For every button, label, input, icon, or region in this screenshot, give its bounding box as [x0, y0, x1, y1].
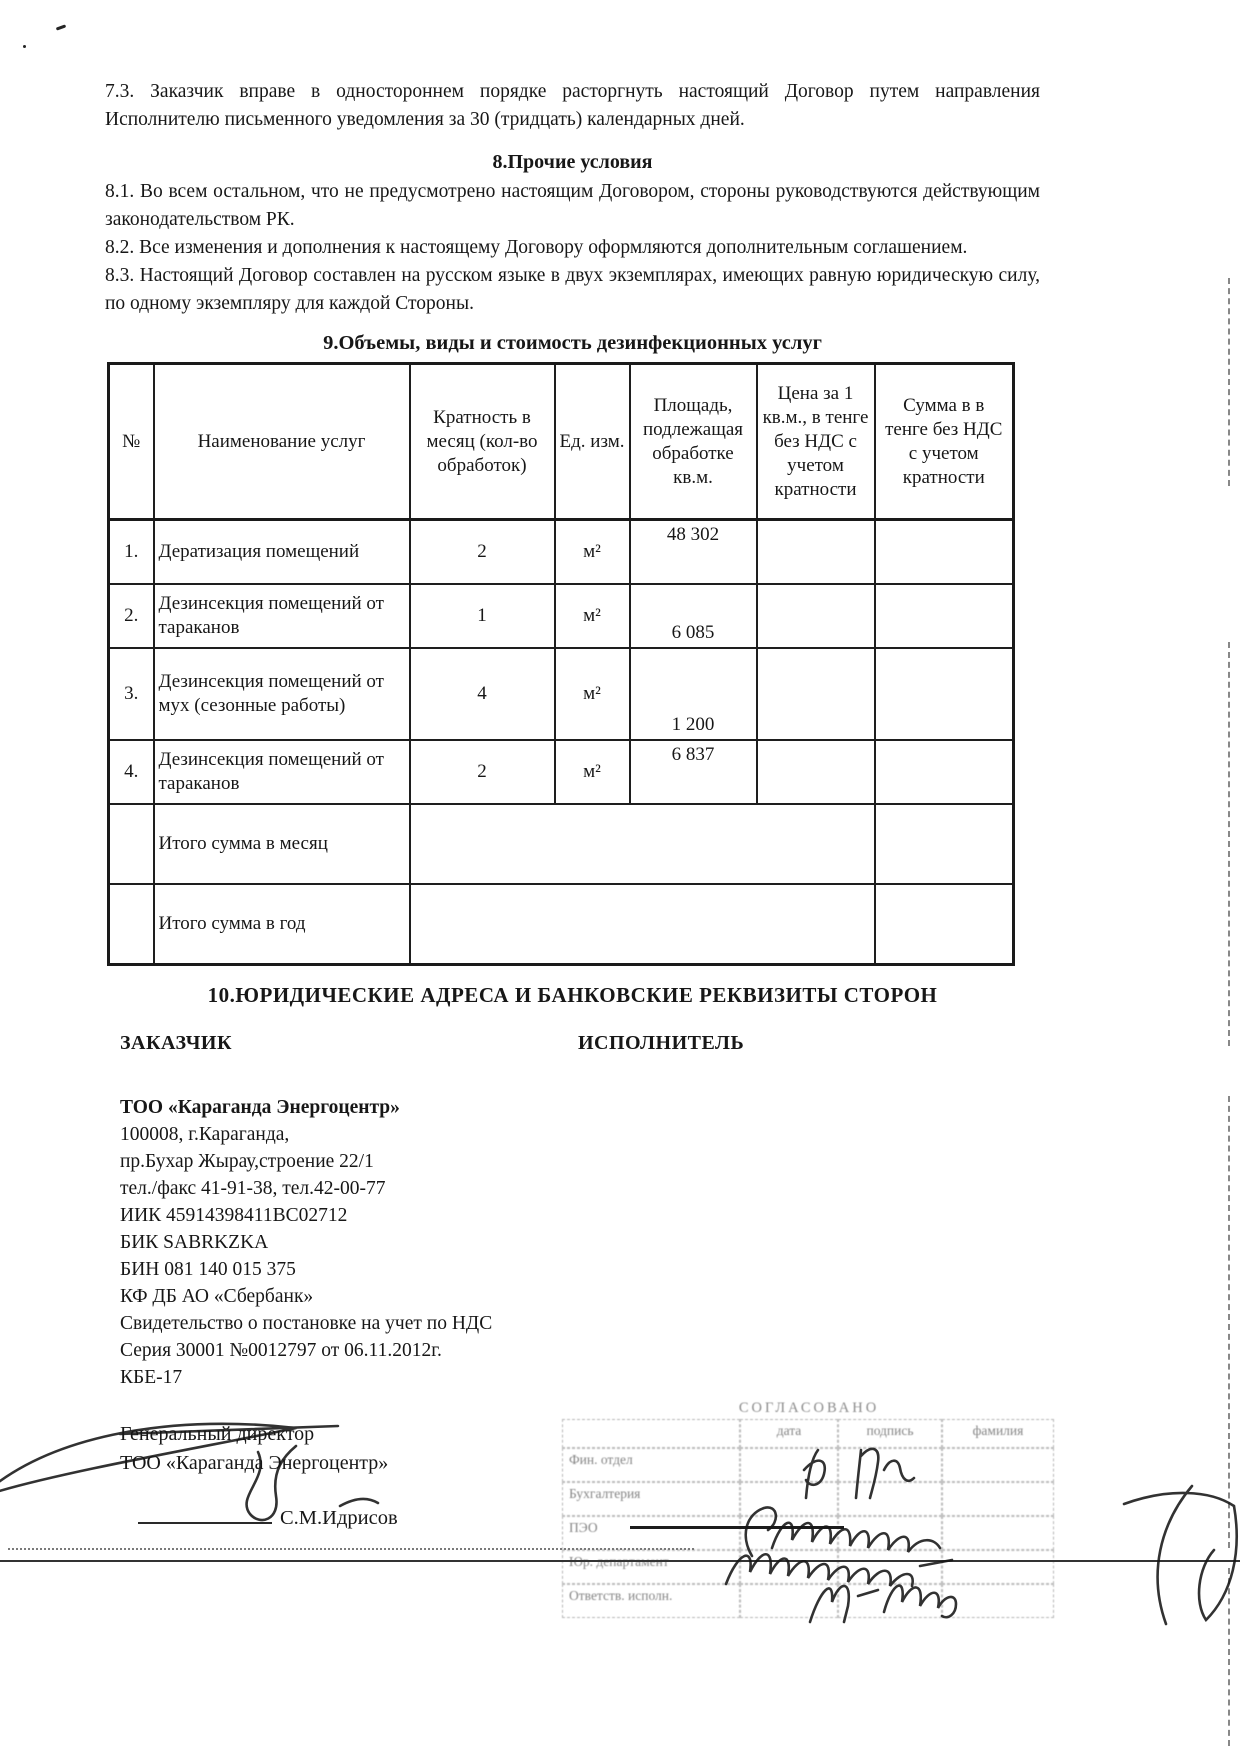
stamp-cell-empty — [838, 1482, 942, 1516]
total-month-label: Итого сумма в месяц — [154, 804, 410, 884]
scan-artifact-edge-line — [1228, 1096, 1230, 1548]
row-num-empty — [109, 804, 154, 884]
parties-headings — [105, 1032, 1040, 1066]
col-header-area: Площадь, подлежащая обработке кв.м. — [630, 364, 757, 520]
approval-stamp-title: СОГЛАСОВАНО — [738, 1400, 880, 1416]
stamp-cell-empty — [838, 1584, 942, 1618]
customer-requisite-line: 100008, г.Караганда, — [120, 1124, 290, 1145]
service-name: Дезинсекция помещений от тараканов — [154, 584, 410, 648]
frequency-value: 4 — [410, 648, 555, 740]
stamp-row-label: Юр. департамент — [562, 1550, 740, 1584]
approval-stamp — [562, 1400, 1056, 1618]
price-value — [757, 648, 875, 740]
area-value: 6 085 — [630, 584, 757, 648]
stamp-cell-empty — [942, 1448, 1054, 1482]
stamp-cell-empty — [838, 1448, 942, 1482]
section-8-title: 8.Прочие условия — [492, 151, 653, 173]
stamp-col-date: дата — [740, 1419, 838, 1448]
approval-stamp-grid — [562, 1419, 1056, 1618]
scan-artifact-edge-line — [1228, 278, 1230, 486]
price-value — [757, 740, 875, 804]
total-year-row — [109, 884, 1014, 965]
row-num: 2. — [109, 584, 154, 648]
document-body — [105, 78, 1040, 1391]
frequency-value: 2 — [410, 740, 555, 804]
scan-speck — [23, 45, 26, 48]
total-month-amount — [875, 804, 1014, 884]
total-year-label: Итого сумма в год — [154, 884, 410, 965]
customer-requisites — [120, 1094, 1040, 1391]
col-header-unit: Ед. изм. — [555, 364, 630, 520]
customer-requisite-line: Свидетельство о постановке на учет по НДС — [120, 1313, 493, 1334]
signatory-name: С.М.Идрисов — [280, 1507, 398, 1529]
stamp-corner-cell — [562, 1419, 740, 1448]
amount-value — [875, 584, 1014, 648]
stamp-cell-empty — [740, 1516, 838, 1550]
price-value — [757, 584, 875, 648]
clause-8-3: 8.3. Настоящий Договор составлен на русском языке в двух экземплярах, имеющих равную юридическую силу, по одному экземпляру для каждой Стороны. — [105, 265, 1040, 314]
scan-artifact-edge-line — [1228, 642, 1230, 1046]
stamp-cell-empty — [838, 1550, 942, 1584]
customer-requisite-line: тел./факс 41-91-38, тел.42-00-77 — [120, 1178, 386, 1199]
customer-requisite-line: пр.Бухар Жырау,строение 22/1 — [120, 1151, 374, 1172]
stamp-row-label: Ответств. исполн. — [562, 1584, 740, 1618]
services-table — [107, 362, 1015, 966]
area-value: 6 837 — [630, 740, 757, 804]
col-header-price: Цена за 1 кв.м., в тенге без НДС с учетом кратности — [757, 364, 875, 520]
stamp-cell-empty — [740, 1584, 838, 1618]
stamp-cell-empty — [942, 1584, 1054, 1618]
customer-requisite-line: Серия 30001 №0012797 от 06.11.2012г. — [120, 1340, 442, 1361]
customer-requisite-line: КФ ДБ АО «Сбербанк» — [120, 1286, 314, 1307]
stamp-cell-empty — [942, 1516, 1054, 1550]
scan-artifact-edge-line — [1228, 1568, 1230, 1746]
frequency-value: 1 — [410, 584, 555, 648]
col-header-amount: Сумма в в тенге без НДС с учетом кратности — [875, 364, 1014, 520]
unit-value: м² — [555, 584, 630, 648]
section-10-title: 10.ЮРИДИЧЕСКИЕ АДРЕСА И БАНКОВСКИЕ РЕКВИЗИТЫ СТОРОН — [207, 983, 938, 1007]
row-num-empty — [109, 884, 154, 965]
area-value: 48 302 — [630, 520, 757, 585]
amount-value — [875, 520, 1014, 585]
service-name: Дератизация помещений — [154, 520, 410, 585]
service-name: Дезинсекция помещений от тараканов — [154, 740, 410, 804]
stamp-cell-empty — [838, 1516, 942, 1550]
stamp-cell-empty — [740, 1482, 838, 1516]
customer-name: ТОО «Караганда Энергоцентр» — [120, 1097, 400, 1118]
col-header-frequency: Кратность в месяц (кол-во обработок) — [410, 364, 555, 520]
row-num: 1. — [109, 520, 154, 585]
stamp-row-label: Бухгалтерия — [562, 1482, 740, 1516]
customer-requisite-line: БИК SABRKZKA — [120, 1232, 269, 1253]
stamp-row-label: ПЭО — [562, 1516, 740, 1550]
customer-heading: ЗАКАЗЧИК — [120, 1032, 232, 1054]
clause-7-3: 7.3. Заказчик вправе в одностороннем порядке расторгнуть настоящий Договор путем направления Исполнителю письменного уведомления за 30 (тридцать) календарных дней. — [105, 81, 1040, 130]
signature-underline — [138, 1498, 272, 1524]
unit-value: м² — [555, 648, 630, 740]
right-flourish-signature — [1124, 1486, 1237, 1624]
col-header-name: Наименование услуг — [154, 364, 410, 520]
total-year-value-merged — [410, 884, 875, 965]
signatory-title: Генеральный директор — [120, 1423, 315, 1445]
stamp-cell-empty — [740, 1550, 838, 1584]
section-9-title: 9.Объемы, виды и стоимость дезинфекционных услуг — [323, 332, 822, 354]
table-row — [109, 740, 1014, 804]
scan-artifact-solid-line — [0, 1560, 1240, 1562]
total-month-row — [109, 804, 1014, 884]
service-name: Дезинсекция помещений от мух (сезонные работы) — [154, 648, 410, 740]
scan-artifact-dotted-line — [8, 1548, 694, 1550]
amount-value — [875, 648, 1014, 740]
clause-8-1: 8.1. Во всем остальном, что не предусмотрено настоящим Договором, стороны руководствуются действующим законодательством РК. — [105, 181, 1040, 230]
amount-value — [875, 740, 1014, 804]
clause-8-2: 8.2. Все изменения и дополнения к настоящему Договору оформляются дополнительным соглашением. — [105, 237, 968, 258]
area-value: 1 200 — [630, 648, 757, 740]
frequency-value: 2 — [410, 520, 555, 585]
stamp-cell-empty — [740, 1448, 838, 1482]
row-num: 4. — [109, 740, 154, 804]
stamp-col-signature: подпись — [838, 1419, 942, 1448]
stamp-cell-empty — [942, 1550, 1054, 1584]
unit-value: м² — [555, 740, 630, 804]
stamp-row-label: Фин. отдел — [562, 1448, 740, 1482]
signature-name-line — [138, 1498, 398, 1530]
total-month-value-merged — [410, 804, 875, 884]
table-row — [109, 648, 1014, 740]
signatory-block — [120, 1420, 388, 1478]
contractor-heading: ИСПОЛНИТЕЛЬ — [578, 1032, 745, 1054]
col-header-num: № — [109, 364, 154, 520]
customer-requisite-line: ИИК 45914398411BC02712 — [120, 1205, 348, 1226]
customer-requisite-line: КБЕ-17 — [120, 1367, 183, 1388]
row-num: 3. — [109, 648, 154, 740]
table-row — [109, 520, 1014, 585]
signatory-org: ТОО «Караганда Энергоцентр» — [120, 1452, 389, 1474]
services-table-header-row — [109, 364, 1014, 520]
scan-artifact-strike-line — [630, 1526, 844, 1529]
stamp-col-surname: фамилия — [942, 1419, 1054, 1448]
table-row — [109, 584, 1014, 648]
customer-requisite-line: БИН 081 140 015 375 — [120, 1259, 296, 1280]
stamp-cell-empty — [942, 1482, 1054, 1516]
unit-value: м² — [555, 520, 630, 585]
total-year-amount — [875, 884, 1014, 965]
price-value — [757, 520, 875, 585]
scan-speck — [56, 24, 66, 30]
